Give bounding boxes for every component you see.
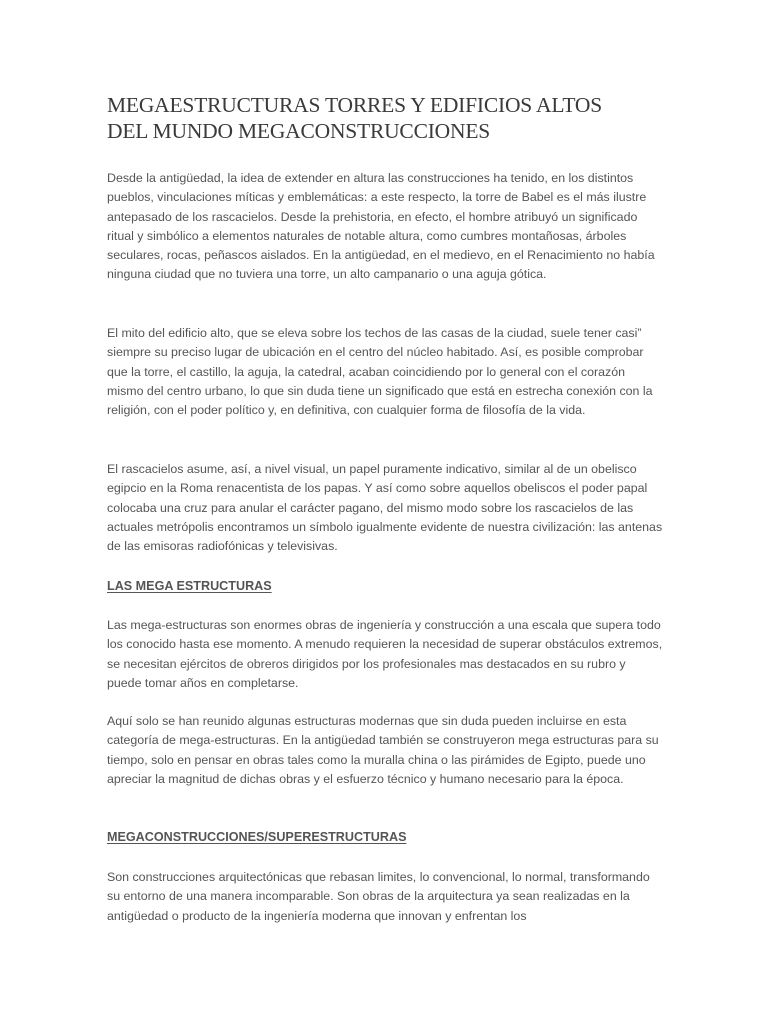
document-content	[107, 92, 663, 923]
paragraph-megaconstrucciones-1: Son construcciones arquitectónicas que rebasan limites, lo convencional, lo normal, transformando su entorno de una manera incomparable. Son obras de la arquitectura ya sean realizadas en la antigüedad o producto de la ingeniería moderna que innovan y enfrentan los	[107, 870, 650, 923]
paragraph-intro-1: Desde la antigüedad, la idea de extender en altura las construcciones ha tenido, en los distintos pueblos, vinculaciones míticas y emblemáticas: a este respecto, la torre de Babel es el más ilustre antepasado de los rascacielos. Desde la prehistoria, en efecto, el hombre atribuyó un significado ritual y simbólico a elementos naturales de notable altura, como cumbres montañosas, árboles seculares, rocas, peñascos aislados. En la antigüedad, en el medievo, en el Renacimiento no había ninguna ciudad que no tuviera una torre, un alto campanario o una aguja gótica.	[107, 171, 655, 282]
document-title	[107, 92, 663, 144]
paragraph-mega-estructuras-1: Las mega-estructuras son enormes obras de ingeniería y construcción a una escala que supera todo los conocido hasta ese momento. A menudo requieren la necesidad de superar obstáculos extremos, se necesitan ejércitos de obreros dirigidos por los profesionales mas destacados en su rubro y puede tomar años en completarse.	[107, 618, 663, 690]
paragraph-mega-estructuras-2: Aquí solo se han reunido algunas estructuras modernas que sin duda pueden incluirse en esta categoría de mega-estructuras. En la antigüedad también se construyeron mega estructuras para su tiempo, solo en pensar en obras tales como la muralla china o las pirámides de Egipto, puede uno apreciar la magnitud de dichas obras y el esfuerzo técnico y humano necesario para la época.	[107, 714, 659, 786]
paragraph-intro-2: El mito del edificio alto, que se eleva sobre los techos de las casas de la ciudad, suele tener casi” siempre su preciso lugar de ubicación en el centro del núcleo habitado. Así, es posible comprobar que la torre, el castillo, la aguja, la catedral, acaban coincidiendo por lo general con el corazón mismo del centro urbano, lo que sin duda tiene un significado que está en estrecha conexión con la religión, con el poder político y, en definitiva, con cualquier forma de filosofía de la vida.	[107, 326, 653, 418]
title-line-1: MEGAESTRUCTURAS TORRES Y EDIFICIOS ALTOS	[107, 93, 602, 117]
section-heading-mega-estructuras: LAS MEGA ESTRUCTURAS	[107, 579, 272, 593]
section-heading-megaconstrucciones: MEGACONSTRUCCIONES/SUPERESTRUCTURAS	[107, 830, 407, 844]
title-line-2: DEL MUNDO MEGACONSTRUCCIONES	[107, 119, 491, 143]
paragraph-intro-3: El rascacielos asume, así, a nivel visual, un papel puramente indicativo, similar al de un obelisco egipcio en la Roma renacentista de los papas. Y así como sobre aquellos obeliscos el poder papal colocaba una cruz para anular el carácter pagano, del mismo modo sobre los rascacielos de las actuales metrópolis encontramos un símbolo igualmente evidente de nuestra civilización: las antenas de las emisoras radiofónicas y televisivas.	[107, 462, 663, 554]
